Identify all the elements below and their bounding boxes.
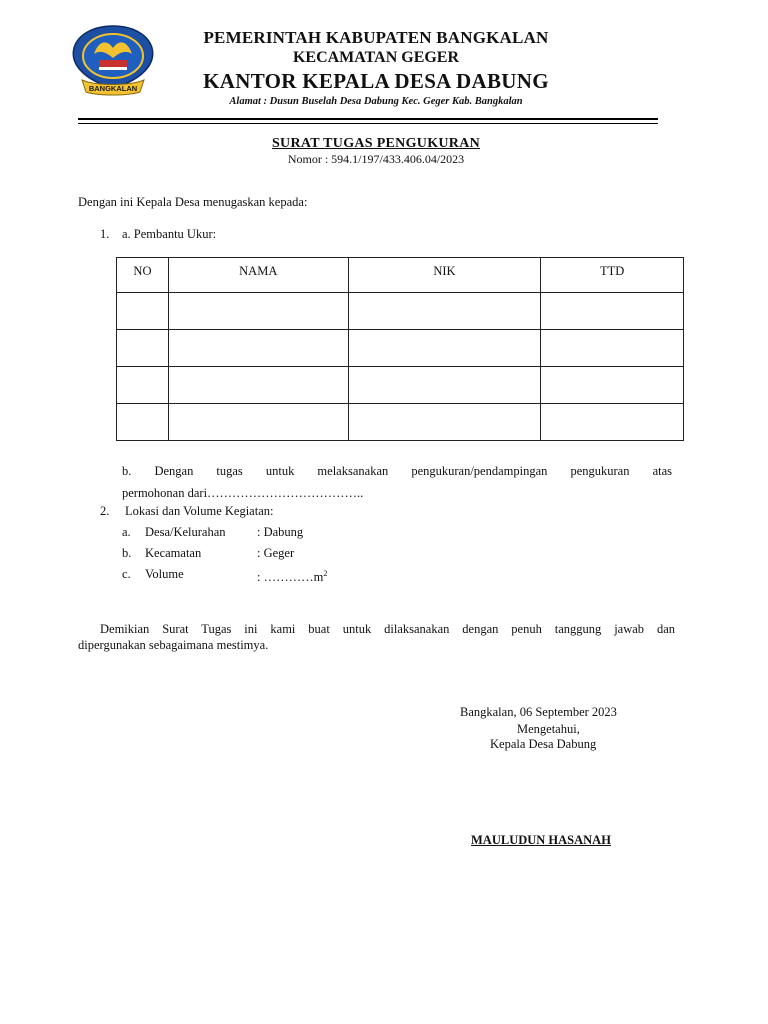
signature-place-date: Bangkalan, 06 September 2023	[460, 705, 617, 719]
letterhead-divider-thin	[78, 123, 658, 124]
closing-paragraph	[78, 621, 675, 653]
column-header-nik: NIK	[348, 258, 541, 293]
table-cell-nik[interactable]	[348, 404, 541, 441]
table-row	[117, 330, 684, 367]
table-header-row	[117, 258, 684, 293]
assistant-table	[116, 257, 684, 441]
volume-unit-exponent: 2	[323, 569, 328, 578]
location-letter: a.	[122, 525, 131, 539]
letterhead-address: Alamat : Dusun Buselah Desa Dabung Kec. Geger Kab. Bangkalan	[229, 96, 523, 107]
table-cell-nama[interactable]	[168, 367, 348, 404]
table-cell-nama[interactable]	[168, 293, 348, 330]
item-1a-label: a. Pembantu Ukur:	[122, 227, 217, 241]
item-2-heading: Lokasi dan Volume Kegiatan:	[125, 504, 274, 518]
bangkalan-regency-emblem	[68, 22, 158, 98]
table-cell-no[interactable]	[117, 330, 169, 367]
document-title: SURAT TUGAS PENGUKURAN	[271, 136, 481, 151]
table-row	[117, 293, 684, 330]
table-cell-ttd[interactable]	[541, 404, 684, 441]
item-2-number: 2.	[100, 504, 110, 518]
table-cell-nik[interactable]	[348, 367, 541, 404]
location-letter: b.	[122, 546, 132, 560]
table-cell-no[interactable]	[117, 404, 169, 441]
table-cell-ttd[interactable]	[541, 367, 684, 404]
intro-text: Dengan ini Kepala Desa menugaskan kepada:	[78, 195, 308, 209]
closing-line-1: Demikian Surat Tugas ini kami buat untuk dilaksanakan dengan penuh tanggung jawab dan	[100, 622, 675, 636]
table-cell-nama[interactable]	[168, 330, 348, 367]
location-label-volume: Volume	[145, 567, 184, 581]
letterhead-government: PEMERINTAH KABUPATEN BANGKALAN	[203, 28, 549, 47]
column-header-ttd: TTD	[541, 258, 684, 293]
item-1b-text-continued: permohonan dari………………………………..	[122, 486, 364, 500]
letterhead-district: KECAMATAN GEGER	[292, 49, 460, 66]
signature-position: Kepala Desa Dabung	[490, 737, 597, 751]
location-label-kecamatan: Kecamatan	[145, 546, 202, 560]
table-cell-no[interactable]	[117, 293, 169, 330]
item-1b-text: b. Dengan tugas untuk melaksanakan pengukuran/pendampingan pengukuran atas	[122, 464, 672, 478]
location-value-desa: : Dabung	[257, 525, 304, 539]
table-cell-ttd[interactable]	[541, 293, 684, 330]
column-header-nama: NAMA	[168, 258, 348, 293]
letterhead-office: KANTOR KEPALA DESA DABUNG	[203, 69, 549, 93]
table-cell-ttd[interactable]	[541, 330, 684, 367]
table-cell-nik[interactable]	[348, 330, 541, 367]
signature-acknowledged: Mengetahui,	[517, 722, 580, 736]
location-value-volume	[257, 566, 327, 585]
table-cell-nik[interactable]	[348, 293, 541, 330]
volume-value: : …………m	[257, 570, 324, 585]
location-value-kecamatan: : Geger	[257, 546, 295, 560]
table-row	[117, 367, 684, 404]
letterhead-divider-thick	[78, 118, 658, 120]
table-row	[117, 404, 684, 441]
column-header-no: NO	[117, 258, 169, 293]
logo-ribbon-text: BANGKALAN	[88, 84, 138, 93]
table-cell-no[interactable]	[117, 367, 169, 404]
location-letter: c.	[122, 567, 131, 581]
signatory-name: MAULUDUN HASANAH	[471, 833, 611, 847]
table-cell-nama[interactable]	[168, 404, 348, 441]
item-1-number: 1.	[100, 227, 110, 241]
letterhead	[160, 28, 592, 110]
location-label-desa: Desa/Kelurahan	[145, 525, 226, 539]
document-number: Nomor : 594.1/197/433.406.04/2023	[287, 152, 465, 166]
closing-line-2: dipergunakan sebagaimana mestimya.	[78, 638, 269, 652]
